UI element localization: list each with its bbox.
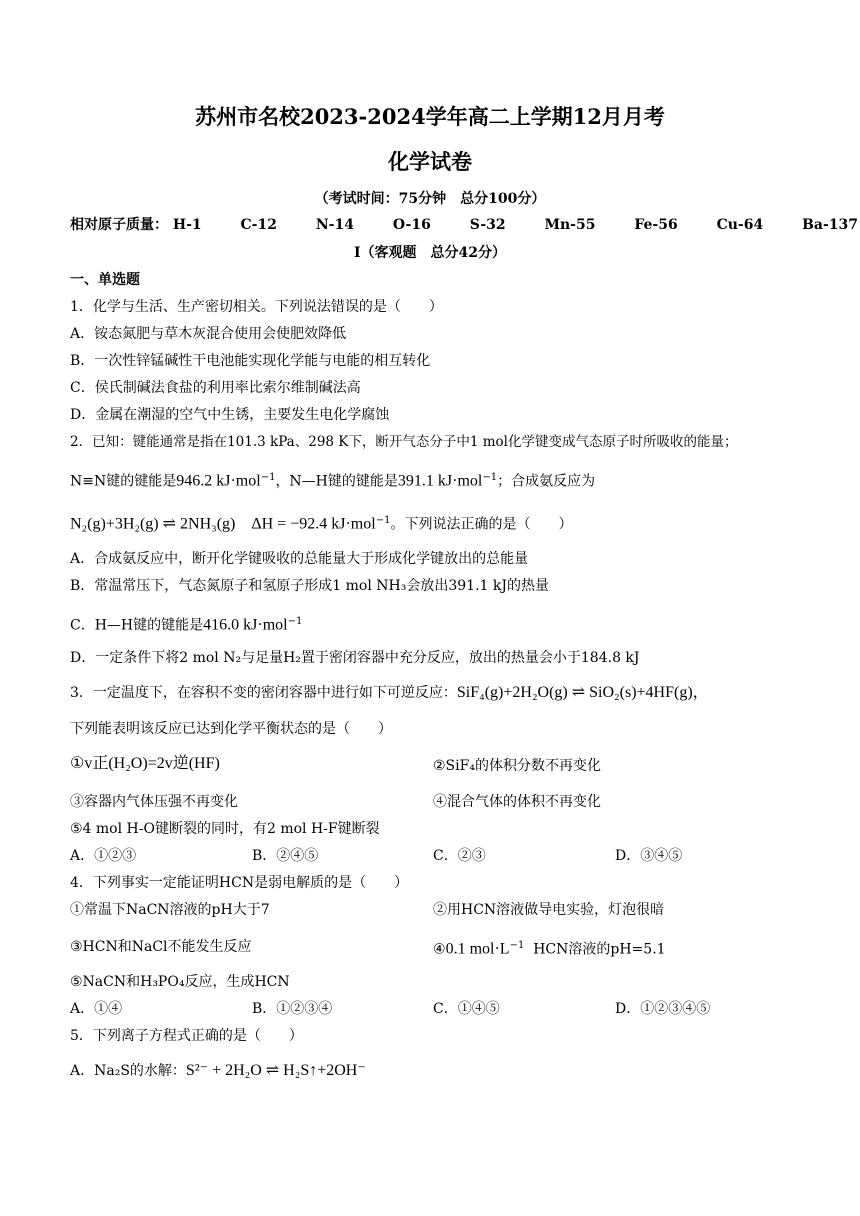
exam-info: （考试时间：75分钟 总分100分） [314,191,546,207]
q2-option-b: B．常温常压下，气态氮原子和氢原子形成1 mol NH₃会放出391.1 kJ的热量 [70,578,549,594]
q4-item-4-concentration: 0.1 mol·L [445,940,510,958]
q1-option-c: C．侯氏制碱法食盐的利用率比索尔维制碱法高 [70,380,361,396]
q4-option-b: B．①②③④ [252,1001,333,1017]
q2-nh-bond-value: 391.1 kJ·mol [397,472,483,490]
q3-stem-line2: 下列能表明该反应已达到化学平衡状态的是（ ） [70,721,392,737]
q2-sup-1: −1 [260,472,276,483]
q1-stem: 1．化学与生活、生产密切相关。下列说法错误的是（ ） [70,299,443,315]
q1-option-b: B．一次性锌锰碱性干电池能实现化学能与电能的相互转化 [70,353,431,369]
q2-nn-bond-text: N≡N键的键能是 [70,473,177,490]
q3-option-a: A．①②③ [70,848,137,864]
atomic-mass-line [70,216,858,234]
q3-stem-line1 [70,684,709,702]
q5-option-a-text: A．Na₂S的水解： [70,1063,186,1079]
atomic-mass-label: 相对原子质量： [70,217,168,233]
q2-question: 。下列说法正确的是（ ） [390,516,573,533]
q2-option-c [70,613,302,635]
q2-stem-line2 [70,469,595,491]
q2-nn-bond-value: 946.2 kJ·mol [176,472,261,490]
atomic-mass-s: S-32 [469,217,506,233]
q3-item-5: ⑤4 mol H-O键断裂的同时，有2 mol H-F键断裂 [70,821,380,837]
q3-equation: SiF₄(g)+2H₂O(g) ⇌ SiO₂(s)+4HF(g)， [456,684,709,701]
q4-item-2: ②用HCN溶液做导电实验，灯泡很暗 [433,902,665,918]
subject-title: 化学试卷 [388,149,472,174]
q2-sup-2: −1 [482,472,498,483]
q2-option-d: D．一定条件下将2 mol N₂与足量H₂置于密闭容器中充分反应，放出的热量会小于184.8 kJ [70,650,640,666]
q1-option-a: A．铵态氮肥与草木灰混合使用会使肥效降低 [70,326,347,342]
q4-item-5: ⑤NaCN和H₃PO₄反应，生成HCN [70,974,290,990]
q4-item-1: ①常温下NaCN溶液的pH大于7 [70,902,270,918]
q4-sup-1: −1 [509,940,525,951]
q4-item-3: ③HCN和NaCl不能发生反应 [70,939,252,955]
q5-option-a [70,1062,366,1080]
q2-sup-3: −1 [375,515,391,526]
atomic-mass-fe: Fe-56 [634,217,678,233]
q3-item-4: ④混合气体的体积不再变化 [433,794,601,810]
atomic-mass-o: O-16 [392,217,431,233]
q2-option-a: A．合成氨反应中，断开化学键吸收的总能量大于形成化学键放出的总能量 [70,551,529,567]
atomic-mass-ba: Ba-137 [802,217,859,233]
atomic-mass-n: N-14 [315,217,354,233]
q2-synthesis-text: ；合成氨反应为 [497,473,596,490]
q4-stem: 4．下列事实一定能证明HCN是弱电解质的是（ ） [70,875,409,891]
q4-item-4-text: HCN溶液的pH=5.1 [533,941,666,958]
q4-option-d: D．①②③④⑤ [615,1001,711,1017]
q2-nh-bond-text: ，N—H键的键能是 [275,473,398,490]
q5-stem: 5．下列离子方程式正确的是（ ） [70,1028,303,1044]
q4-item-4 [433,937,666,959]
exam-title: 苏州市名校2023-2024学年高二上学期12月月考 [195,104,665,129]
q4-item-4-marker: ④ [433,941,446,958]
q3-item-3: ③容器内气体压强不再变化 [70,794,238,810]
q5-option-a-equation: S²⁻ + 2H₂O ⇌ H₂S↑+2OH⁻ [185,1062,366,1079]
q2-sup-4: −1 [287,616,303,627]
q2-stem-line1: 2．已知：键能通常是指在101.3 kPa、298 K下，断开气态分子中1 mol化学键变成气态原子时所吸收的能量； [70,434,738,450]
q2-option-c-text: C．H—H键的键能是 [70,617,204,634]
q4-option-a: A．①④ [70,1001,123,1017]
q2-stem-line3 [70,512,572,534]
q3-item-1: ①v正(H₂O)=2v逆(HF) [70,755,220,772]
part-title: Ⅰ（客观题 总分42分） [353,245,507,261]
atomic-mass-h: H-1 [172,217,202,233]
q2-equation: N₂(g)+3H₂(g) ⇌ 2NH₃(g) ΔH = −92.4 kJ·mol [70,515,376,533]
q3-option-c: C．②③ [433,848,486,864]
q3-option-d: D．③④⑤ [615,848,683,864]
atomic-mass-mn: Mn-55 [544,217,596,233]
q2-option-c-value: 416.0 kJ·mol [203,616,288,634]
atomic-mass-cu: Cu-64 [716,217,764,233]
atomic-mass-c: C-12 [240,217,277,233]
section-title: 一、单选题 [70,272,140,288]
q1-option-d: D．金属在潮湿的空气中生锈，主要发生电化学腐蚀 [70,407,390,423]
q4-option-c: C．①④⑤ [433,1001,500,1017]
q3-option-b: B．②④⑤ [252,848,319,864]
q3-stem-text: 3．一定温度下，在容积不变的密闭容器中进行如下可逆反应： [70,685,457,701]
q3-item-2: ②SiF₄的体积分数不再变化 [433,758,601,774]
